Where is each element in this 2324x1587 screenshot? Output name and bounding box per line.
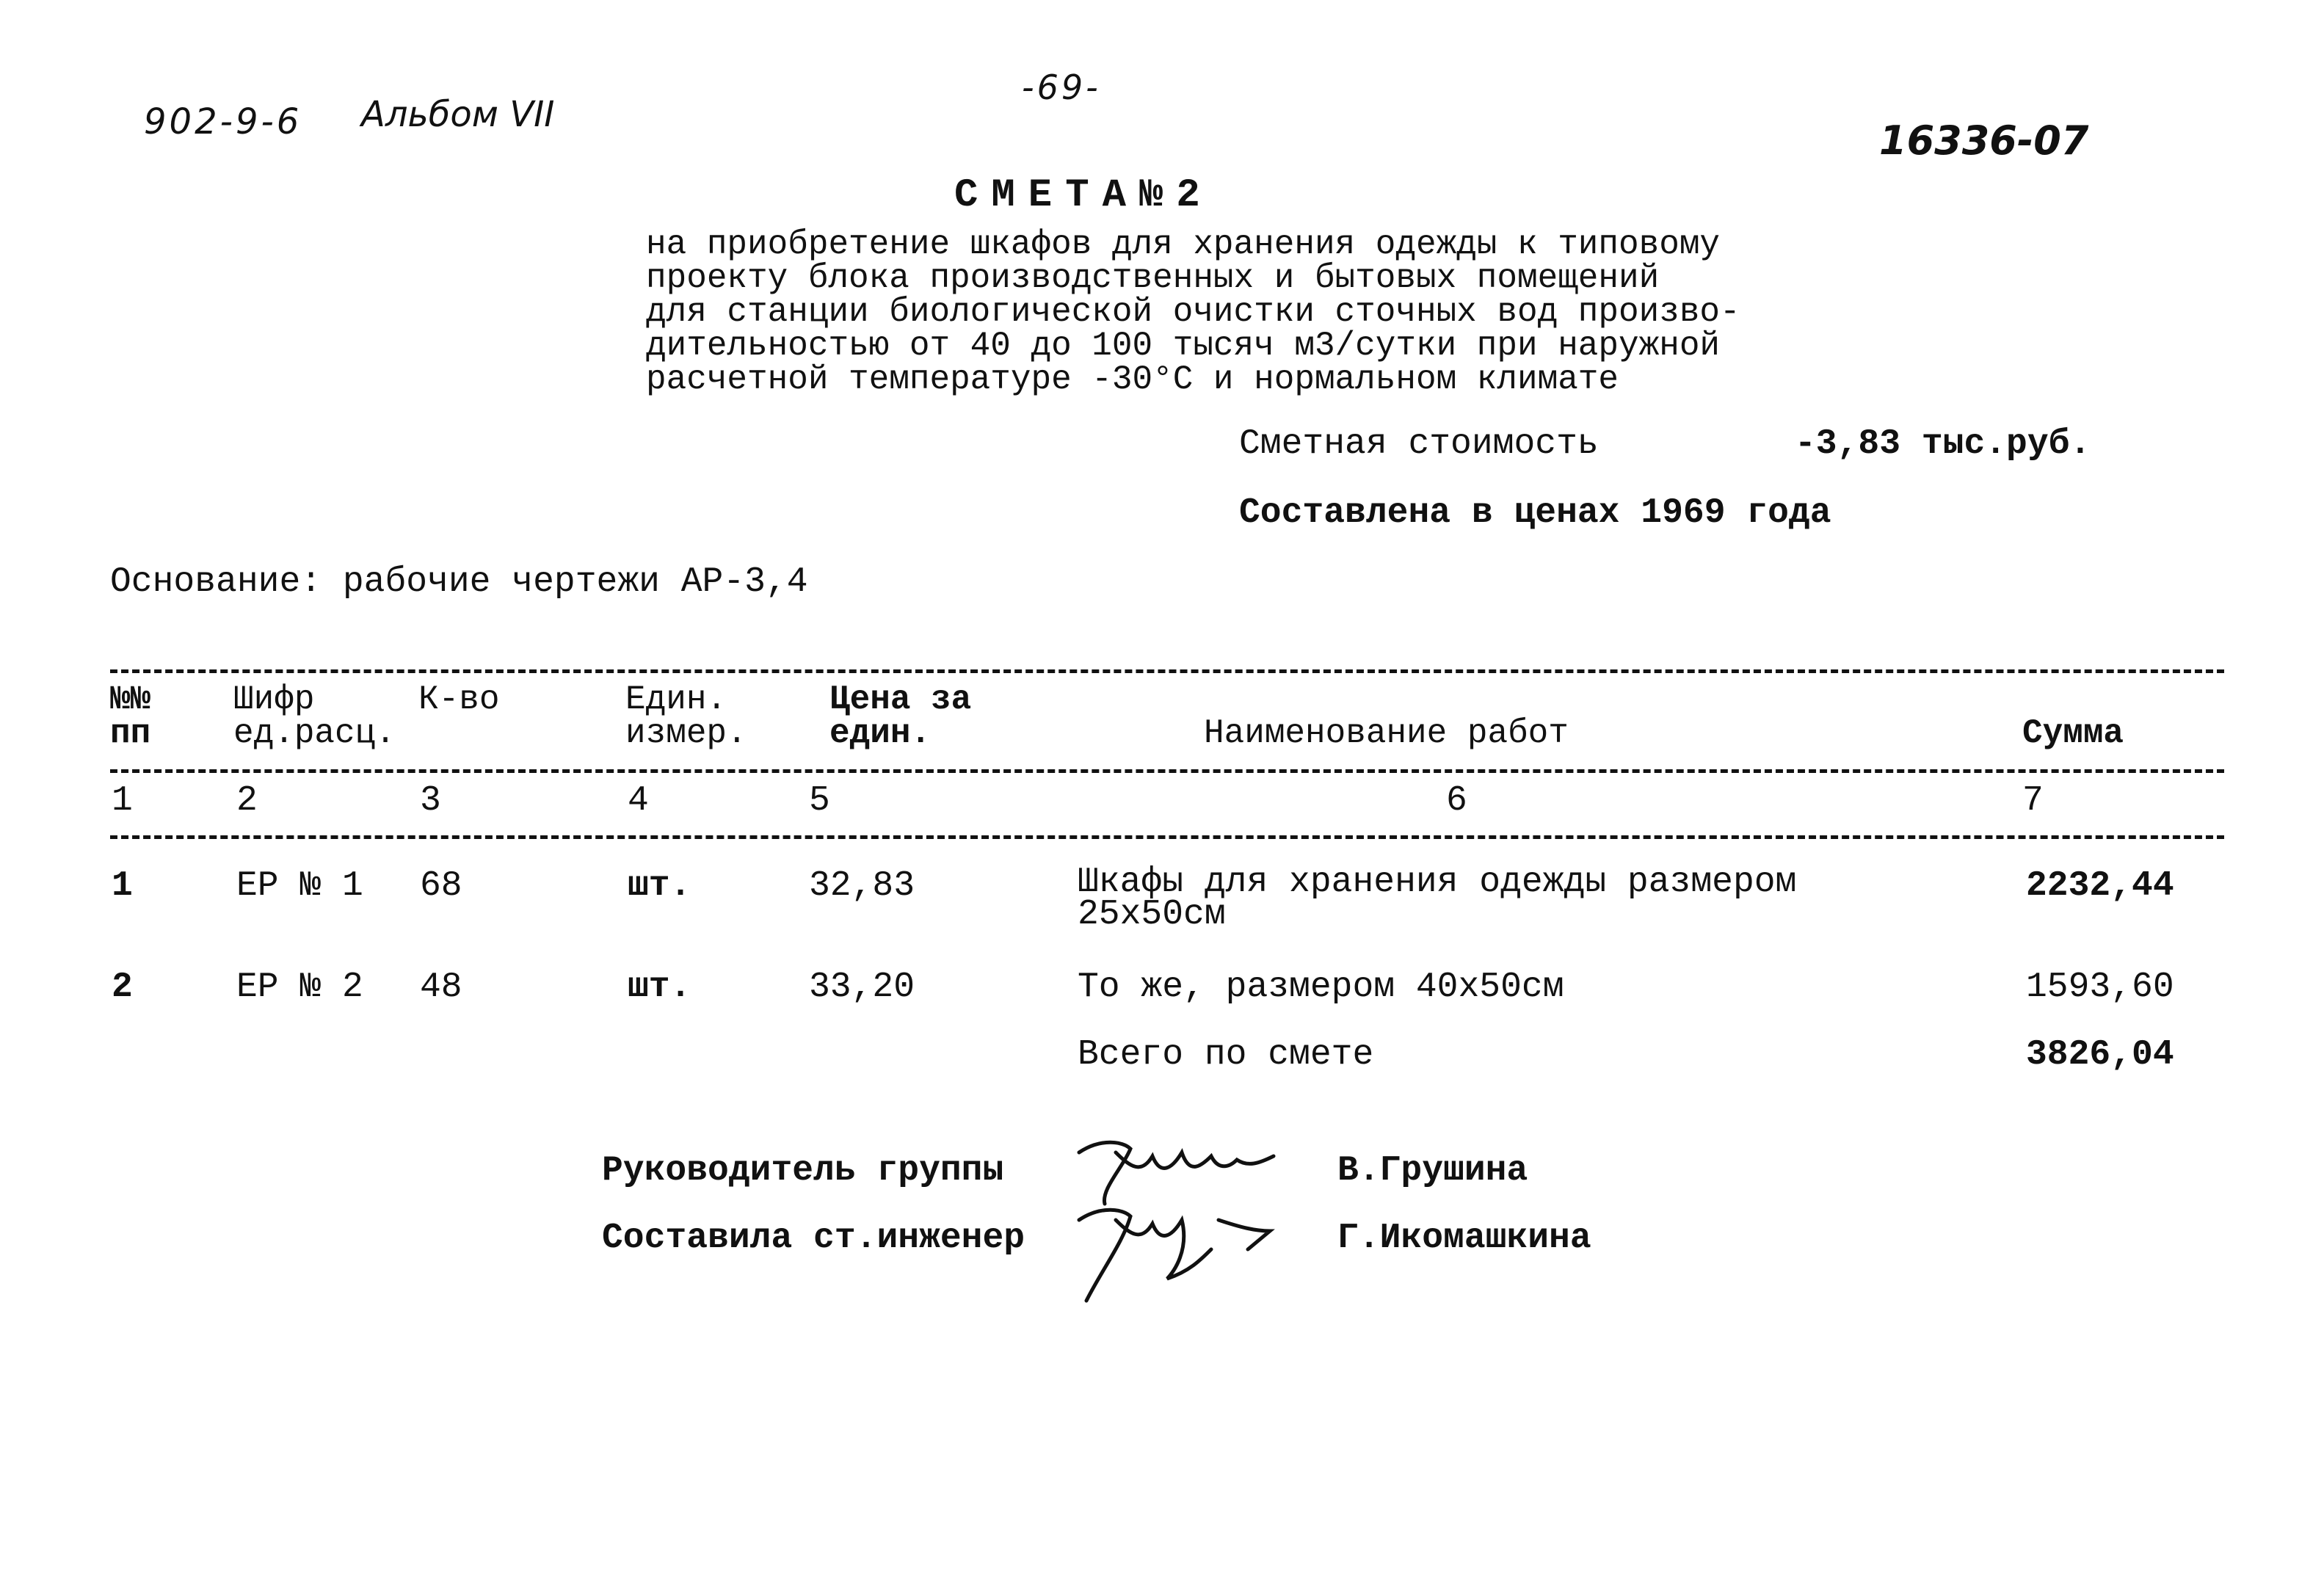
col-number: 2	[236, 781, 258, 821]
row-unit: шт.	[628, 866, 691, 906]
signature-name-1: В.Грушина	[1337, 1151, 1528, 1191]
col-number: 3	[420, 781, 441, 821]
basis-line: Основание: рабочие чертежи АР-3,4	[110, 562, 808, 602]
total-value: 3826,04	[2026, 1035, 2174, 1075]
header-col-code: Шифр ед.расц.	[233, 680, 396, 752]
signature-role-1: Руководитель группы	[602, 1151, 1004, 1191]
estimated-cost-value: -3,83 тыс.руб.	[1795, 424, 2091, 464]
header-col-no: №№ пп	[110, 680, 151, 752]
signature-role-2: Составила ст.инженер	[602, 1219, 1025, 1258]
header-col-sum: Сумма	[2022, 714, 2124, 752]
row-qty: 68	[420, 866, 462, 906]
header-col-price: Цена за един.	[829, 680, 972, 752]
row-name: То же, размером 40х50см	[1078, 967, 1564, 1007]
col-number: 1	[112, 781, 133, 821]
col-number: 5	[809, 781, 830, 821]
col-number: 4	[628, 781, 649, 821]
table-numbers-rule	[110, 835, 2224, 839]
description-line: для станции биологической очистки сточных вод произво-	[646, 293, 1740, 331]
row-price: 32,83	[809, 866, 915, 906]
description-line: проекту блока производственных и бытовых помещений	[646, 259, 1660, 297]
prices-year: Составлена в ценах 1969 года	[1239, 493, 1831, 533]
signature-mark-2	[1072, 1191, 1285, 1308]
album-label: Альбом VII	[361, 94, 555, 135]
header-col-unit: Един. измер.	[625, 680, 747, 752]
document-title: СМЕТА№2	[954, 173, 1213, 218]
project-code: 902-9-6	[144, 101, 302, 142]
row-qty: 48	[420, 967, 462, 1007]
row-sum: 2232,44	[2026, 866, 2174, 906]
row-no: 1	[112, 866, 133, 906]
row-sum: 1593,60	[2026, 967, 2174, 1007]
table-header-rule	[110, 769, 2224, 773]
row-unit: шт.	[628, 967, 691, 1007]
row-code: ЕР № 1	[236, 866, 363, 906]
description-line: расчетной температуре -30°С и нормальном климате	[646, 360, 1619, 399]
header-col-qty: К-во	[418, 680, 500, 719]
estimated-cost-label: Сметная стоимость	[1239, 424, 1599, 464]
description-line: на приобретение шкафов для хранения одежды к типовому	[646, 225, 1721, 264]
row-code: ЕР № 2	[236, 967, 363, 1007]
signature-name-2: Г.Икомашкина	[1337, 1219, 1591, 1258]
page-number: -69-	[1022, 68, 1101, 107]
table-top-rule	[110, 669, 2224, 673]
row-no: 2	[112, 967, 133, 1007]
document-number: 16336-07	[1879, 117, 2089, 164]
col-number: 6	[1446, 781, 1467, 821]
col-number: 7	[2022, 781, 2044, 821]
total-label: Всего по смете	[1078, 1035, 1374, 1075]
document-description	[646, 225, 1791, 399]
header-col-name: Наименование работ	[1204, 714, 1569, 752]
description-line: дительностью от 40 до 100 тысяч м3/сутки при наружной	[646, 327, 1721, 365]
row-name: Шкафы для хранения одежды размером 25х50см	[1078, 862, 1797, 934]
row-price: 33,20	[809, 967, 915, 1007]
